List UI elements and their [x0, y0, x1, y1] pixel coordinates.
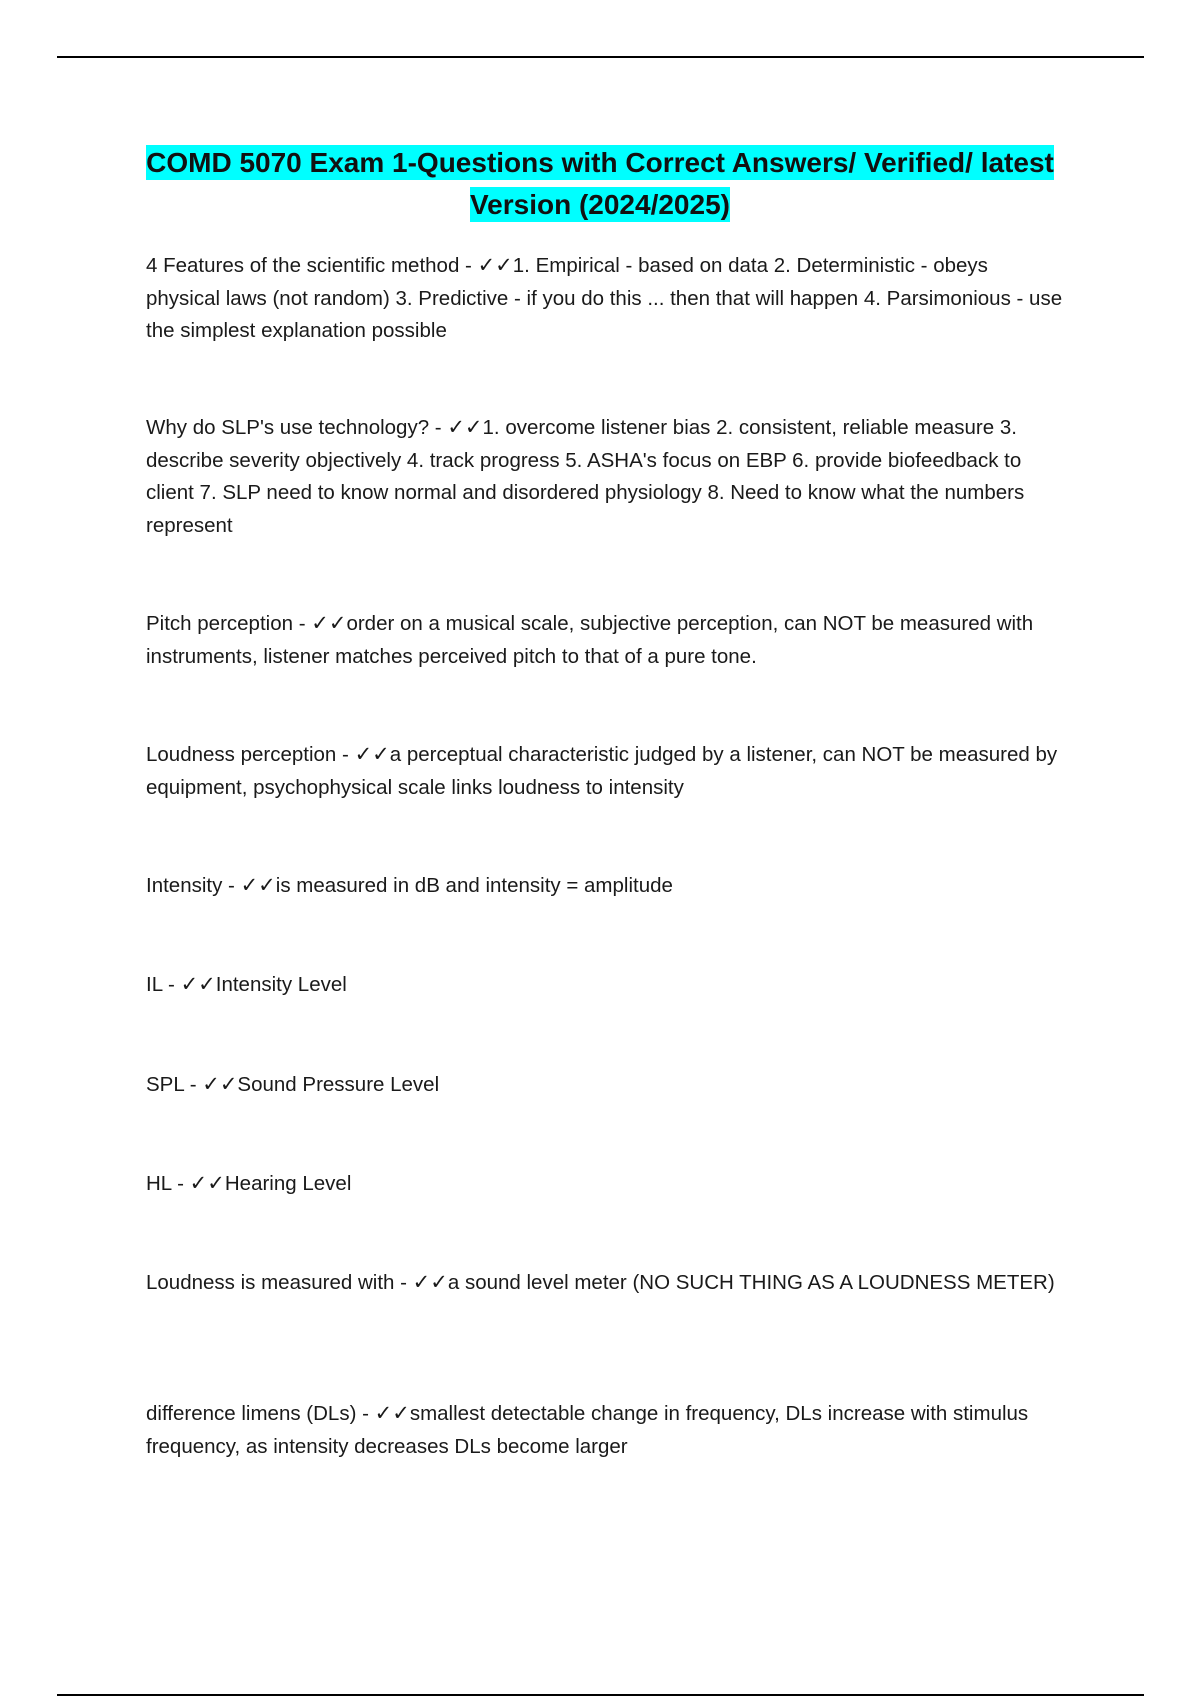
answer-text: Sound Pressure Level	[237, 1073, 440, 1096]
answer-text: 1. overcome listener bias 2. consistent, reliable measure 3. describe severity objectively 4. track progress 5. ASHA's focus on EBP 6. provide biofeedback to client 7. SLP need to know normal and disordered physiology 8. Need to know what the numbers represent	[146, 416, 1025, 537]
separator: -	[184, 1073, 203, 1096]
double-check-icon: ✓✓	[354, 742, 390, 766]
separator: -	[356, 1402, 375, 1425]
question-text: Pitch perception	[146, 612, 294, 635]
answer-text: Intensity Level	[215, 973, 347, 996]
answer-text: is measured in dB and intensity = amplitude	[275, 874, 673, 897]
separator: -	[171, 1172, 190, 1195]
separator: -	[394, 1271, 413, 1294]
qa-item	[146, 607, 1066, 673]
answer-text: Hearing Level	[224, 1172, 352, 1195]
answer-text: a perceptual characteristic judged by a listener, can NOT be measured by equipment, psychophysical scale links loudness to intensity	[146, 743, 1058, 799]
qa-item	[146, 249, 1066, 348]
answer-text: 1. Empirical - based on data 2. Deterministic - obeys physical laws (not random) 3. Predictive - if you do this ... then that will happen 4. Parsimonious - use the simplest explanation possible	[146, 254, 1063, 342]
qa-item	[146, 1068, 1066, 1102]
bottom-rule	[57, 1694, 1144, 1696]
question-text: Loudness perception	[146, 743, 337, 766]
separator: -	[222, 874, 241, 897]
double-check-icon: ✓✓	[477, 253, 513, 277]
top-rule	[57, 56, 1144, 58]
separator: -	[429, 416, 448, 439]
double-check-icon: ✓✓	[374, 1401, 410, 1425]
double-check-icon: ✓✓	[240, 873, 276, 897]
qa-item	[146, 738, 1066, 804]
qa-item	[146, 411, 1066, 542]
title-highlight: COMD 5070 Exam 1-Questions with Correct Answers/ Verified/ latest Version (2024/2025)	[146, 147, 1054, 220]
question-text: 4 Features of the scientific method	[146, 254, 460, 277]
qa-item	[146, 869, 1066, 903]
separator: -	[459, 254, 478, 277]
double-check-icon: ✓✓	[447, 415, 483, 439]
qa-item	[146, 1266, 1066, 1300]
double-check-icon: ✓✓	[412, 1270, 448, 1294]
question-text: difference limens (DLs)	[146, 1402, 357, 1425]
answer-text: a sound level meter (NO SUCH THING AS A LOUDNESS METER)	[447, 1271, 1055, 1294]
double-check-icon: ✓✓	[311, 611, 347, 635]
answer-text: order on a musical scale, subjective perception, can NOT be measured with instruments, listener matches perceived pitch to that of a pure tone.	[146, 612, 1034, 668]
double-check-icon: ✓✓	[189, 1171, 225, 1195]
qa-item	[146, 968, 1066, 1002]
separator: -	[293, 612, 312, 635]
question-text: SPL	[146, 1073, 184, 1096]
double-check-icon: ✓✓	[180, 972, 216, 996]
question-text: Intensity	[146, 874, 223, 897]
qa-item	[146, 1397, 1066, 1463]
qa-item	[146, 1167, 1066, 1201]
separator: -	[336, 743, 355, 766]
double-check-icon: ✓✓	[202, 1072, 238, 1096]
separator: -	[162, 973, 181, 996]
question-text: Why do SLP's use technology?	[146, 416, 430, 439]
answer-text: smallest detectable change in frequency, DLs increase with stimulus frequency, as intensity decreases DLs become larger	[146, 1402, 1029, 1458]
document-title	[120, 142, 1080, 226]
question-text: Loudness is measured with	[146, 1271, 395, 1294]
question-text: HL	[146, 1172, 172, 1195]
question-text: IL	[146, 973, 163, 996]
